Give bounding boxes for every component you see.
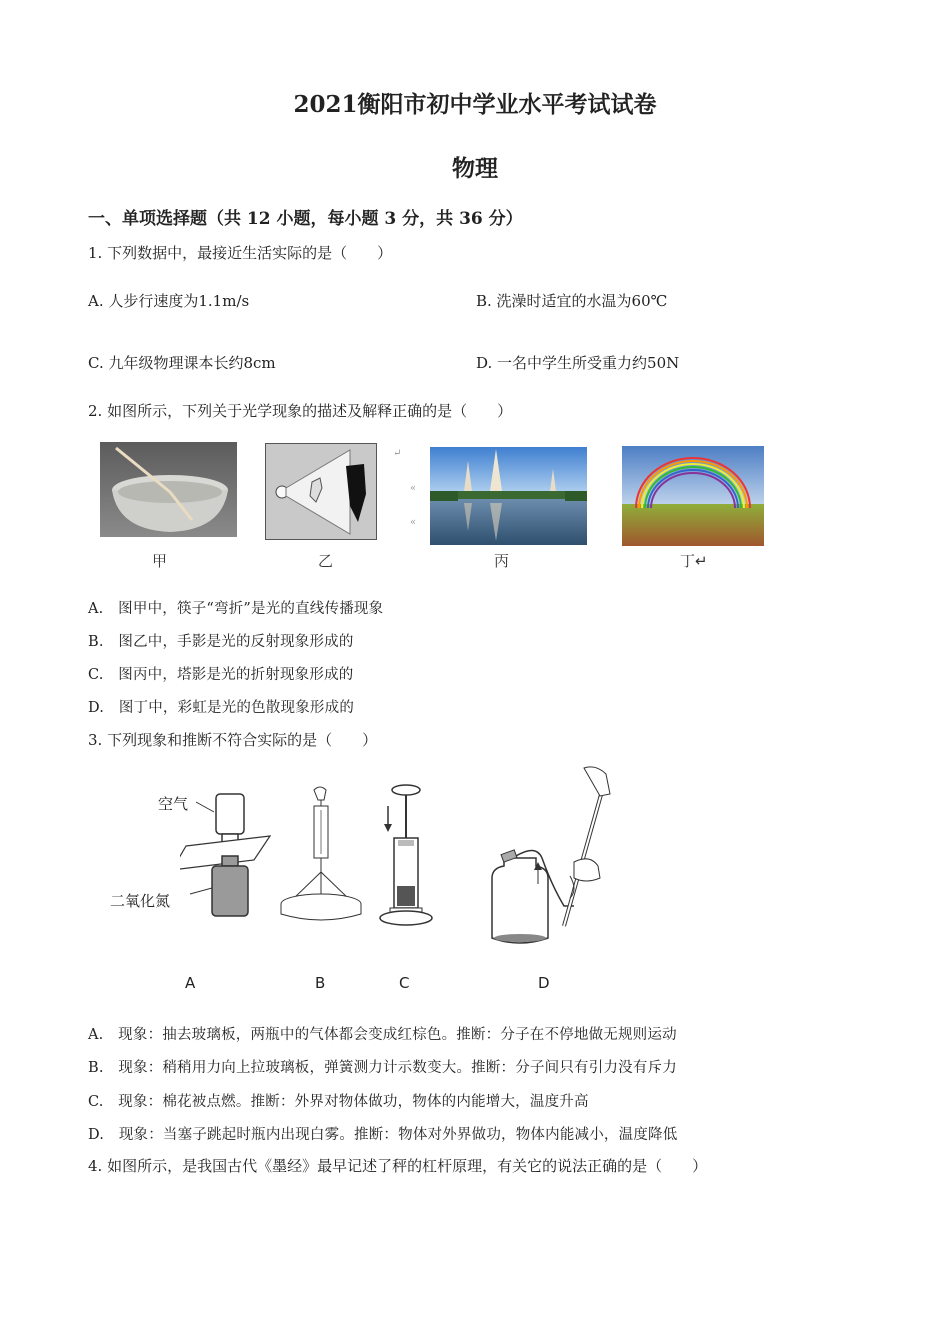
- diagram-spring-scale: [276, 784, 364, 924]
- diagram-fire-syringe: [376, 784, 436, 930]
- question-3-option-b: B. 现象：稍稍用力向上拉玻璃板，弹簧测力计示数变大。推断：分子间只有引力没有斥力: [88, 1060, 677, 1076]
- caption-jia: 甲: [152, 552, 168, 570]
- section-heading: 一、单项选择题（共 12 小题，每小题 3 分，共 36 分）: [88, 209, 523, 229]
- figure-label-a: A: [185, 974, 196, 992]
- question-4-stem: 4. 如图所示，是我国古代《墨经》最早记述了秤的杠杆原理，有关它的说法正确的是（ ）: [88, 1157, 708, 1175]
- label-no2: 二氧化氮: [110, 892, 171, 910]
- figure-label-b: B: [315, 974, 326, 992]
- question-2-option-c: C. 图丙中，塔影是光的折射现象形成的: [88, 667, 354, 683]
- question-1-option-d: D. 一名中学生所受重力约50N: [476, 354, 680, 372]
- subject-title: 物理: [452, 155, 498, 182]
- question-3-option-a: A. 现象：抽去玻璃板，两瓶中的气体都会变成红棕色。推断：分子在不停地做无规则运动: [88, 1027, 677, 1043]
- diagram-bottle-pump: [478, 766, 624, 950]
- figure-label-d: D: [538, 974, 550, 992]
- question-1-option-c: C. 九年级物理课本长约8cm: [88, 354, 276, 372]
- caption-yi: 乙: [318, 552, 334, 570]
- question-2-option-a: A. 图甲中，筷子“弯折”是光的直线传播现象: [88, 601, 384, 617]
- photo-hand-shadow: [265, 443, 377, 540]
- question-3-stem: 3. 下列现象和推断不符合实际的是（ ）: [88, 731, 378, 749]
- diagram-gas-diffusion: [180, 790, 280, 920]
- question-1-option-b: B. 洗澡时适宜的水温为60℃: [476, 292, 668, 310]
- figure-label-c: C: [399, 974, 410, 992]
- question-2-option-b: B. 图乙中，手影是光的反射现象形成的: [88, 634, 354, 650]
- question-3-option-d: D. 现象：当塞子跳起时瓶内出现白雾。推断：物体对外界做功，物体内能减小，温度降低: [88, 1127, 678, 1143]
- question-3-option-c: C. 现象：棉花被点燃。推断：外界对物体做功，物体的内能增大，温度升高: [88, 1094, 589, 1110]
- photo-pagoda-reflection: [430, 447, 587, 545]
- caption-bing: 丙: [494, 552, 510, 570]
- photo-chopstick-bowl: [100, 442, 237, 537]
- label-air: 空气: [158, 795, 189, 813]
- question-2-option-d: D. 图丁中，彩虹是光的色散现象形成的: [88, 700, 355, 716]
- caption-ding: 丁↵: [680, 552, 708, 570]
- page-title: 2021衡阳市初中学业水平考试试卷: [293, 91, 657, 118]
- return-mark: ↵: [393, 448, 402, 459]
- arrow-mark-1: «: [410, 483, 417, 494]
- photo-rainbow: [622, 446, 764, 546]
- question-2-stem: 2. 如图所示，下列关于光学现象的描述及解释正确的是（ ）: [88, 402, 513, 420]
- arrow-mark-2: «: [410, 517, 417, 528]
- question-1-option-a: A. 人步行速度为1.1m/s: [88, 292, 250, 310]
- question-1-stem: 1. 下列数据中，最接近生活实际的是（ ）: [88, 244, 393, 262]
